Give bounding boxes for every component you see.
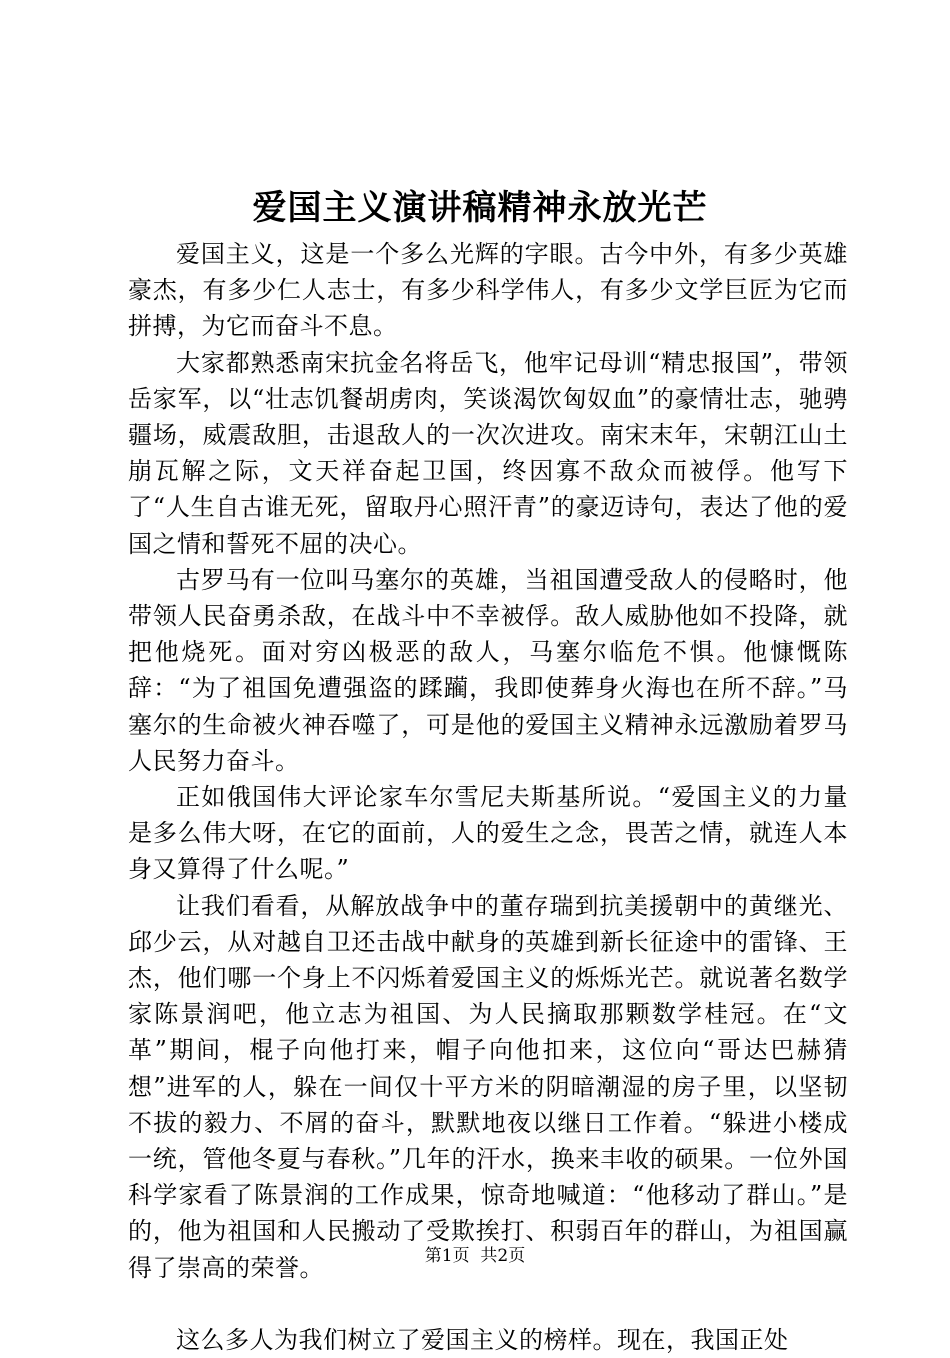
page-number: 第1页 — [424, 1246, 470, 1266]
paragraph-3: 古罗马有一位叫马塞尔的英雄，当祖国遭受敌人的侵略时，他带领人民奋勇杀敌，在战斗中不幸被俘。敌人威胁他如不投降，就把他烧死。面对穷凶极恶的敌人，马塞尔临危不惧。他慷慨陈辞：“为了祖国免遭强盗的蹂躏，我即使葬身火海也在所不辞。”马塞尔的生命被火神吞噬了，可是他的爱国主义精神永远激励着罗马人民努力奋斗。 — [128, 565, 848, 775]
paragraph-4: 正如俄国伟大评论家车尔雪尼夫斯基所说。“爱国主义的力量是多么伟大呀，在它的面前，人的爱生之念，畏苦之情，就连人本身又算得了什么呢。” — [128, 783, 848, 884]
document-title: 爱国主义演讲稿精神永放光芒 — [252, 188, 708, 228]
document-body — [128, 236, 848, 1358]
paragraph-6: 这么多人为我们树立了爱国主义的榜样。现在，我国正处 — [176, 1325, 789, 1354]
paragraph-2: 大家都熟悉南宋抗金名将岳飞，他牢记母训“精忠报国”，带领岳家军，以“壮志饥餐胡虏肉，笑谈渴饮匈奴血”的豪情壮志，驰骋疆场，威震敌胆，击退敌人的一次次进攻。南宋末年，宋朝江山土崩瓦解之际，文天祥奋起卫国，终因寡不敌众而被俘。他写下了“人生自古谁无死，留取丹心照汗青”的豪迈诗句，表达了他的爱国之情和誓死不屈的决心。 — [128, 348, 848, 558]
page-footer — [0, 1244, 950, 1268]
footer-separator — [470, 1246, 481, 1266]
page-total: 共2页 — [480, 1246, 526, 1266]
paragraph-1: 爱国主义，这是一个多么光辉的字眼。古今中外，有多少英雄豪杰，有多少仁人志士，有多少科学伟人，有多少文学巨匠为它而拼搏，为它而奋斗不息。 — [128, 240, 848, 341]
paragraph-5: 让我们看看，从解放战争中的董存瑞到抗美援朝中的黄继光、邱少云，从对越自卫还击战中献身的英雄到新长征途中的雷锋、王杰，他们哪一个身上不闪烁着爱国主义的烁烁光芒。就说著名数学家陈景润吧，他立志为祖国、为人民摘取那颗数学桂冠。在“文革”期间，棍子向他打来，帽子向他扣来，这位向“哥达巴赫猜想”进军的人，躲在一间仅十平方米的阴暗潮湿的房子里，以坚韧不拔的毅力、不屑的奋斗，默默地夜以继日工作着。“躲进小楼成一统，管他冬夏与春秋。”几年的汗水，换来丰收的硕果。一位外国科学家看了陈景润的工作成果，惊奇地喊道：“他移动了群山。”是的，他为祖国和人民搬动了受欺挨打、积弱百年的群山，为祖国赢得了崇高的荣誉。 — [128, 891, 848, 1282]
